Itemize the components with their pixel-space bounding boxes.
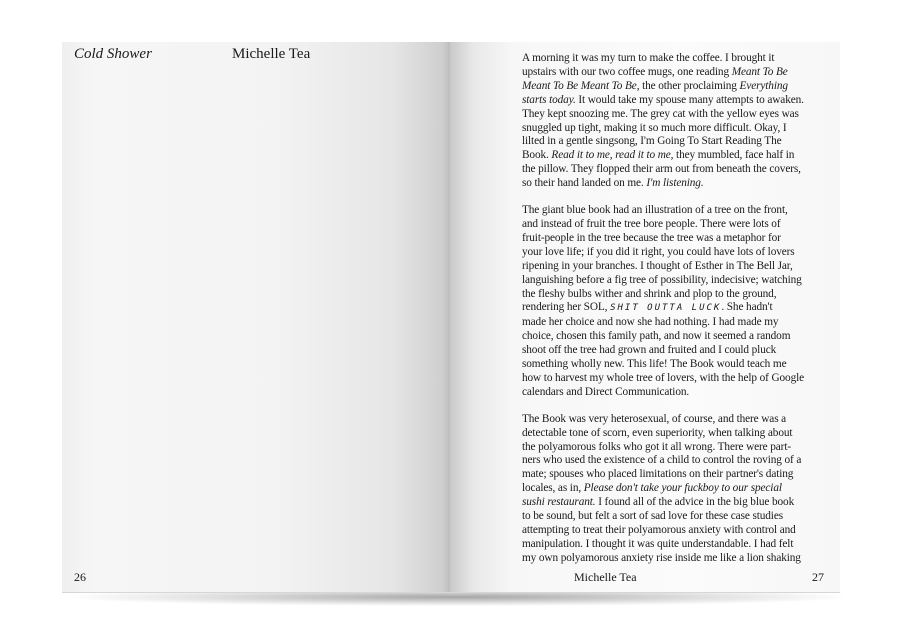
- running-header: [74, 46, 311, 63]
- text-run: It would take my spouse many attempts to awaken.: [575, 93, 804, 106]
- text-line: [522, 427, 820, 441]
- text-line: [522, 260, 820, 274]
- text-run: made her choice and now she had nothing. I had made my: [522, 316, 779, 329]
- text-line: [522, 524, 820, 538]
- text-run: the pillow. They flopped their arm out from beneath the covers,: [522, 163, 801, 176]
- text-run: rendering her SOL,: [522, 301, 611, 314]
- text-run: languishing before a fig tree of possibility, indecisive; watching: [522, 273, 802, 286]
- page-number-left: 26: [74, 570, 86, 584]
- text-run: calendars and Direct Communication.: [522, 385, 690, 398]
- italic-text: Read it to me, read it to me,: [551, 149, 674, 162]
- italic-text: I'm listening.: [646, 177, 704, 190]
- text-line: [522, 232, 820, 246]
- text-run: something wholly new. This life! The Book would teach me: [522, 358, 787, 371]
- text-run: fruit-people in the tree because the tree was a metaphor for: [522, 231, 781, 244]
- running-footer: Michelle Tea: [574, 570, 637, 584]
- paragraph: [522, 413, 820, 566]
- text-run: choice, chosen this family path, and now it seemed a random: [522, 330, 791, 343]
- text-run: ners who used the existence of a child to control the roving of a: [522, 454, 802, 467]
- italic-text: Meant To Be Meant To Be: [522, 79, 637, 92]
- text-run: They kept snoozing me. The grey cat with the yellow eyes was: [522, 107, 799, 120]
- text-run: A morning it was my turn to make the coffee. I brought it: [522, 52, 775, 64]
- text-run: lilted in a gentle singsong, I'm Going To Start Reading The: [522, 135, 782, 148]
- text-line: [522, 413, 820, 427]
- text-line: [522, 204, 820, 218]
- text-run: locales, as in,: [522, 482, 584, 495]
- text-run: how to harvest my whole tree of lovers, with the help of Google: [522, 371, 805, 384]
- text-run: manipulation. I thought it was quite understandable. I had felt: [522, 537, 794, 550]
- right-page: [450, 42, 840, 593]
- text-line: [522, 52, 820, 66]
- italic-text: Meant To Be: [731, 65, 788, 78]
- text-line: [522, 454, 820, 468]
- text-run: attempting to treat their polyamorous anxiety with control and: [522, 524, 796, 536]
- text-run: the polyamorous folks who got it all wrong. There were part-: [522, 440, 791, 453]
- text-run: Book.: [522, 149, 552, 162]
- text-run: upstairs with our two coffee mugs, one reading: [522, 65, 732, 78]
- text-line: [522, 468, 820, 482]
- text-line: [522, 301, 820, 316]
- text-run: to be sound, but felt a sort of sad love for these case studies: [522, 510, 783, 523]
- body-text: [522, 52, 820, 579]
- italic-text: Everything: [739, 79, 788, 92]
- text-line: [522, 94, 820, 108]
- text-run: my own polyamorous anxiety rise inside me like a lion shaking: [522, 551, 801, 564]
- text-line: [522, 441, 820, 455]
- left-page: [62, 42, 450, 593]
- italic-text: starts today.: [522, 93, 576, 106]
- text-run: , the other proclaiming: [636, 79, 740, 92]
- text-run: detectable tone of scorn, even superiority, when talking about: [522, 426, 793, 439]
- book-title: Cold Shower: [74, 46, 152, 62]
- text-line: [522, 386, 820, 400]
- text-line: [522, 496, 820, 510]
- text-run: your love life; if you did it right, you could have lots of lovers: [522, 245, 795, 258]
- text-line: [522, 482, 820, 496]
- text-line: [522, 510, 820, 524]
- text-line: [522, 218, 820, 232]
- text-line: [522, 246, 820, 260]
- page-number-right: 27: [812, 570, 824, 584]
- text-run: I found all of the advice in the big blue book: [595, 496, 795, 509]
- author-name: Michelle Tea: [232, 46, 311, 62]
- text-line: [522, 344, 820, 358]
- text-line: [522, 135, 820, 149]
- text-line: [522, 538, 820, 552]
- text-line: [522, 108, 820, 122]
- text-line: [522, 372, 820, 386]
- text-line: [522, 552, 820, 566]
- text-run: . She hadn't: [721, 301, 773, 314]
- text-run: mate; spouses who placed limitations on their partner's dating: [522, 468, 794, 481]
- text-run: snuggled up tight, making it so much more difficult. Okay, I: [522, 121, 787, 134]
- text-line: [522, 149, 820, 163]
- paragraph: [522, 204, 820, 400]
- text-line: [522, 66, 820, 80]
- text-line: [522, 316, 820, 330]
- text-run: shoot off the tree had grown and fruited and I could pluck: [522, 344, 777, 357]
- text-run: The Book was very heterosexual, of course, and there was a: [522, 412, 787, 425]
- text-run: so their hand landed on me.: [522, 177, 647, 190]
- text-run: the fleshy bulbs wither and shrink and plop to the ground,: [522, 287, 777, 300]
- text-line: [522, 288, 820, 302]
- italic-text: sushi restaurant.: [522, 496, 596, 509]
- text-line: [522, 177, 820, 191]
- handwritten-text: SHIT OUTTA LUCK: [610, 303, 722, 314]
- text-run: and instead of fruit the tree bore people. There were lots of: [522, 217, 781, 230]
- paragraph: [522, 52, 820, 191]
- text-line: [522, 330, 820, 344]
- text-run: ripening in your branches. I thought of Esther in The Bell Jar,: [522, 259, 793, 272]
- text-run: The giant blue book had an illustration of a tree on the front,: [522, 204, 788, 217]
- italic-text: Please don't take your fuckboy to our special: [583, 482, 782, 495]
- text-line: [522, 163, 820, 177]
- text-line: [522, 274, 820, 288]
- text-line: [522, 80, 820, 94]
- text-run: they mumbled, face half in: [673, 149, 795, 162]
- text-line: [522, 122, 820, 136]
- text-line: [522, 358, 820, 372]
